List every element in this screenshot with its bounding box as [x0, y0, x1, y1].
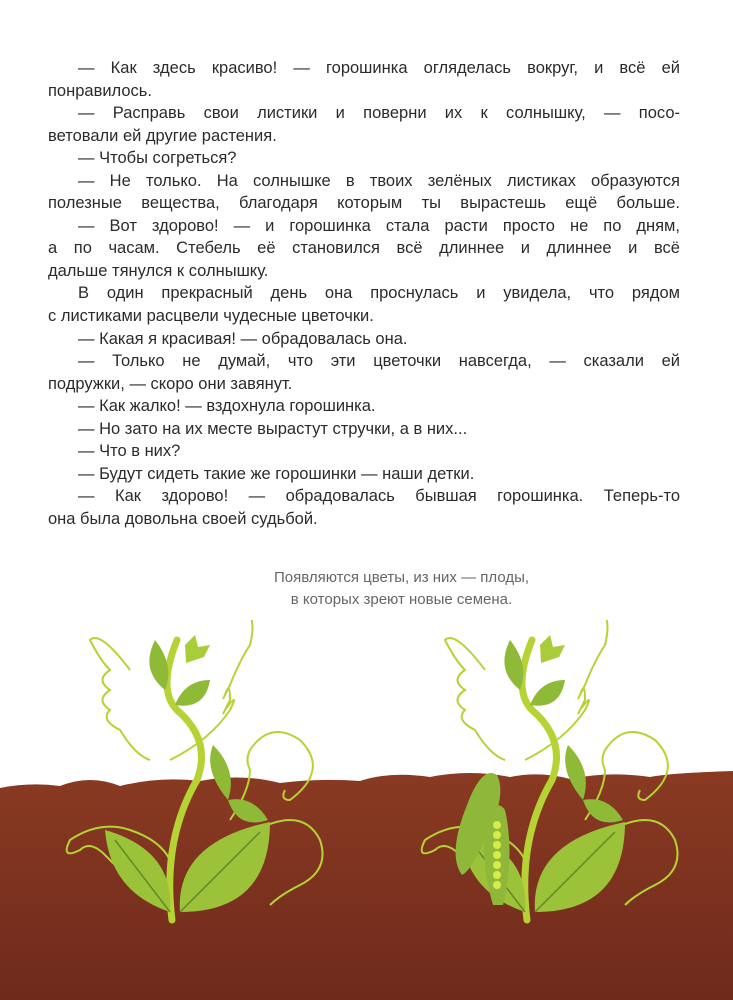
story-line: — Не только. На солнышке в твоих зелёных листиках образуются [78, 171, 680, 190]
story-line: — Будут сидеть такие же горошинки — наши детки. [78, 464, 475, 483]
story-line: — Вот здорово! — и горошинка стала расти просто не по дням, [78, 216, 680, 235]
story-line: — Как здесь красиво! — горошинка огляделась вокруг, и всё ей [78, 59, 680, 77]
story-line: а по часам. Стебель её становился всё длиннее и длиннее и всё [48, 239, 680, 258]
story-line: понравилось. [48, 81, 152, 100]
story-line: подружки, — скоро они завянут. [48, 374, 293, 393]
story-line: она была довольна своей судьбой. [48, 509, 318, 528]
story-line: — Чтобы согреться? [78, 149, 237, 168]
story-line: — Только не думай, что эти цветочки навсегда, — сказали ей [78, 352, 680, 371]
soil [0, 771, 733, 1000]
story-line: — Расправь свои листики и поверни их к солнышку, — посо- [78, 104, 680, 123]
story-line: — Что в них? [78, 442, 181, 461]
story-line: — Как жалко! — вздохнула горошинка. [78, 397, 376, 416]
caption-line: Появляются цветы, из них — плоды, [273, 569, 530, 586]
story-line: ветовали ей другие растения. [48, 126, 277, 145]
story-line: полезные вещества, благодаря которым ты вырастешь ещё больше. [48, 194, 680, 213]
story-line: В один прекрасный день она проснулась и увидела, что рядом [78, 284, 680, 303]
story-line: дальше тянулся к солнышку. [48, 261, 269, 280]
story-line: с листиками расцвели чудесные цветочки. [48, 307, 374, 326]
illustration-caption [0, 567, 733, 611]
story-line: — Но зато на их месте вырастут стручки, а в них... [78, 419, 468, 438]
pea-plants-illustration [0, 620, 733, 1000]
story-text [48, 57, 680, 530]
caption-line: в которых зреют новые семена. [290, 591, 513, 608]
story-line: — Как здорово! — обрадовалась бывшая горошинка. Теперь-то [78, 487, 680, 506]
story-line: — Какая я красивая! — обрадовалась она. [78, 329, 408, 348]
